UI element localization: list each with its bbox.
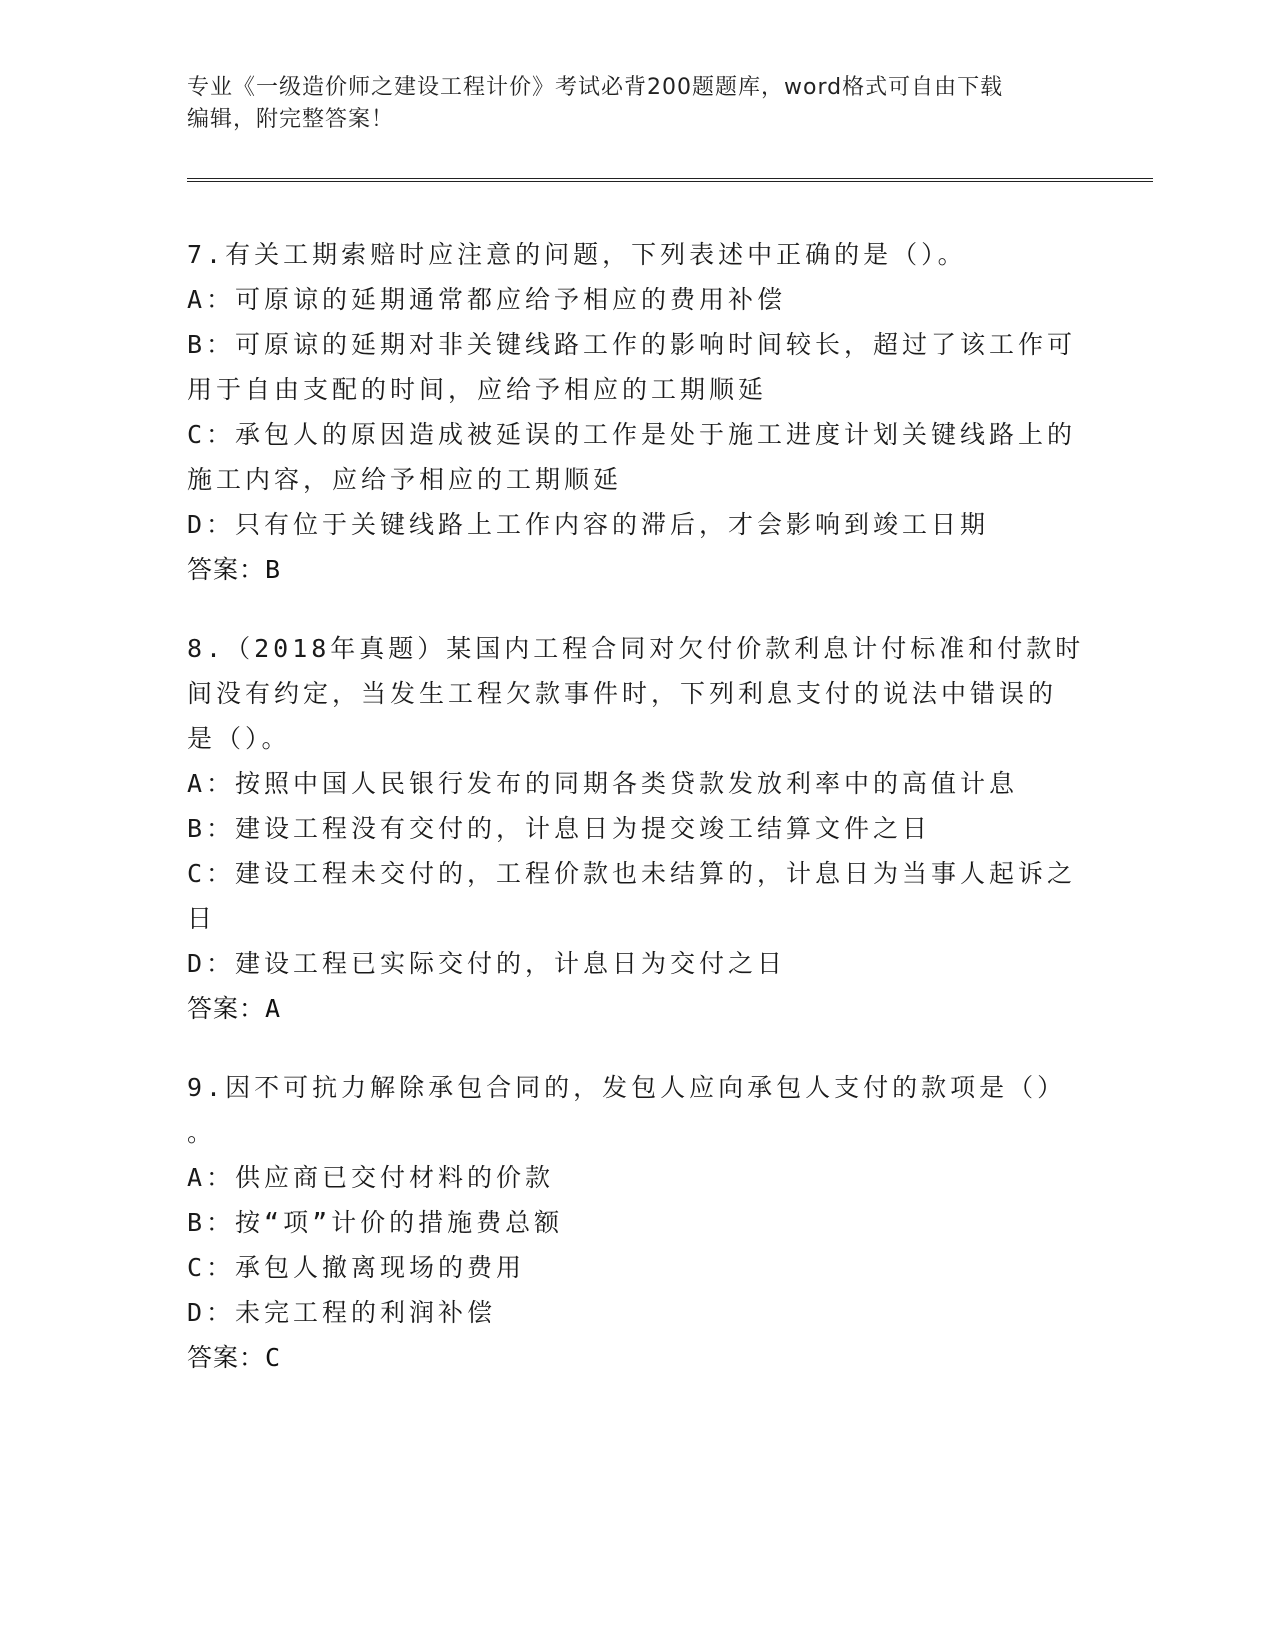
header-line-2: 编辑，附完整答案！ bbox=[187, 107, 395, 132]
header-line-1: 专业《一级造价师之建设工程计价》考试必背200题题库，word格式可自由下载 bbox=[187, 75, 1004, 100]
question-stem: 7.有关工期索赔时应注意的问题，下列表述中正确的是（）。 bbox=[187, 240, 967, 269]
question-stem-cont: 间没有约定，当发生工程欠款事件时，下列利息支付的说法中错误的 bbox=[187, 679, 1058, 708]
question-9 bbox=[187, 1065, 1087, 1380]
answer-value: C bbox=[265, 1343, 282, 1372]
question-7 bbox=[187, 232, 1087, 592]
option-c: C：承包人的原因造成被延误的工作是处于施工进度计划关键线路上的 bbox=[187, 420, 1077, 449]
answer-label: 答案： bbox=[187, 1343, 266, 1372]
answer-value: A bbox=[265, 994, 282, 1023]
option-d: D：未完工程的利润补偿 bbox=[187, 1298, 497, 1327]
option-b: B：建设工程没有交付的，计息日为提交竣工结算文件之日 bbox=[187, 814, 932, 843]
question-stem-cont: 是（）。 bbox=[187, 724, 291, 753]
option-a: A：供应商已交付材料的价款 bbox=[187, 1163, 555, 1192]
question-list bbox=[187, 232, 1087, 1414]
option-c-cont: 施工内容，应给予相应的工期顺延 bbox=[187, 465, 623, 494]
option-a: A：按照中国人民银行发布的同期各类贷款发放利率中的高值计息 bbox=[187, 769, 1019, 798]
question-stem: 9.因不可抗力解除承包合同的，发包人应向承包人支付的款项是（） bbox=[187, 1073, 1067, 1102]
question-8 bbox=[187, 626, 1087, 1031]
option-d: D：建设工程已实际交付的，计息日为交付之日 bbox=[187, 949, 787, 978]
option-a: A：可原谅的延期通常都应给予相应的费用补偿 bbox=[187, 285, 787, 314]
answer bbox=[187, 986, 1087, 1031]
answer bbox=[187, 1335, 1087, 1380]
option-c-cont: 日 bbox=[187, 904, 217, 933]
option-b: B：按“项”计价的措施费总额 bbox=[187, 1208, 564, 1237]
question-stem-cont: 。 bbox=[187, 1118, 217, 1147]
document-header bbox=[187, 72, 1067, 136]
answer bbox=[187, 547, 1087, 592]
option-b: B：可原谅的延期对非关键线路工作的影响时间较长，超过了该工作可 bbox=[187, 330, 1077, 359]
answer-label: 答案： bbox=[187, 555, 266, 584]
header-divider bbox=[187, 178, 1153, 182]
answer-value: B bbox=[265, 555, 282, 584]
answer-label: 答案： bbox=[187, 994, 266, 1023]
question-stem: 8.（2018年真题）某国内工程合同对欠付价款利息计付标准和付款时 bbox=[187, 634, 1085, 663]
option-c: C：建设工程未交付的，工程价款也未结算的，计息日为当事人起诉之 bbox=[187, 859, 1077, 888]
option-b-cont: 用于自由支配的时间，应给予相应的工期顺延 bbox=[187, 375, 768, 404]
option-c: C：承包人撤离现场的费用 bbox=[187, 1253, 526, 1282]
option-d: D：只有位于关键线路上工作内容的滞后，才会影响到竣工日期 bbox=[187, 510, 990, 539]
